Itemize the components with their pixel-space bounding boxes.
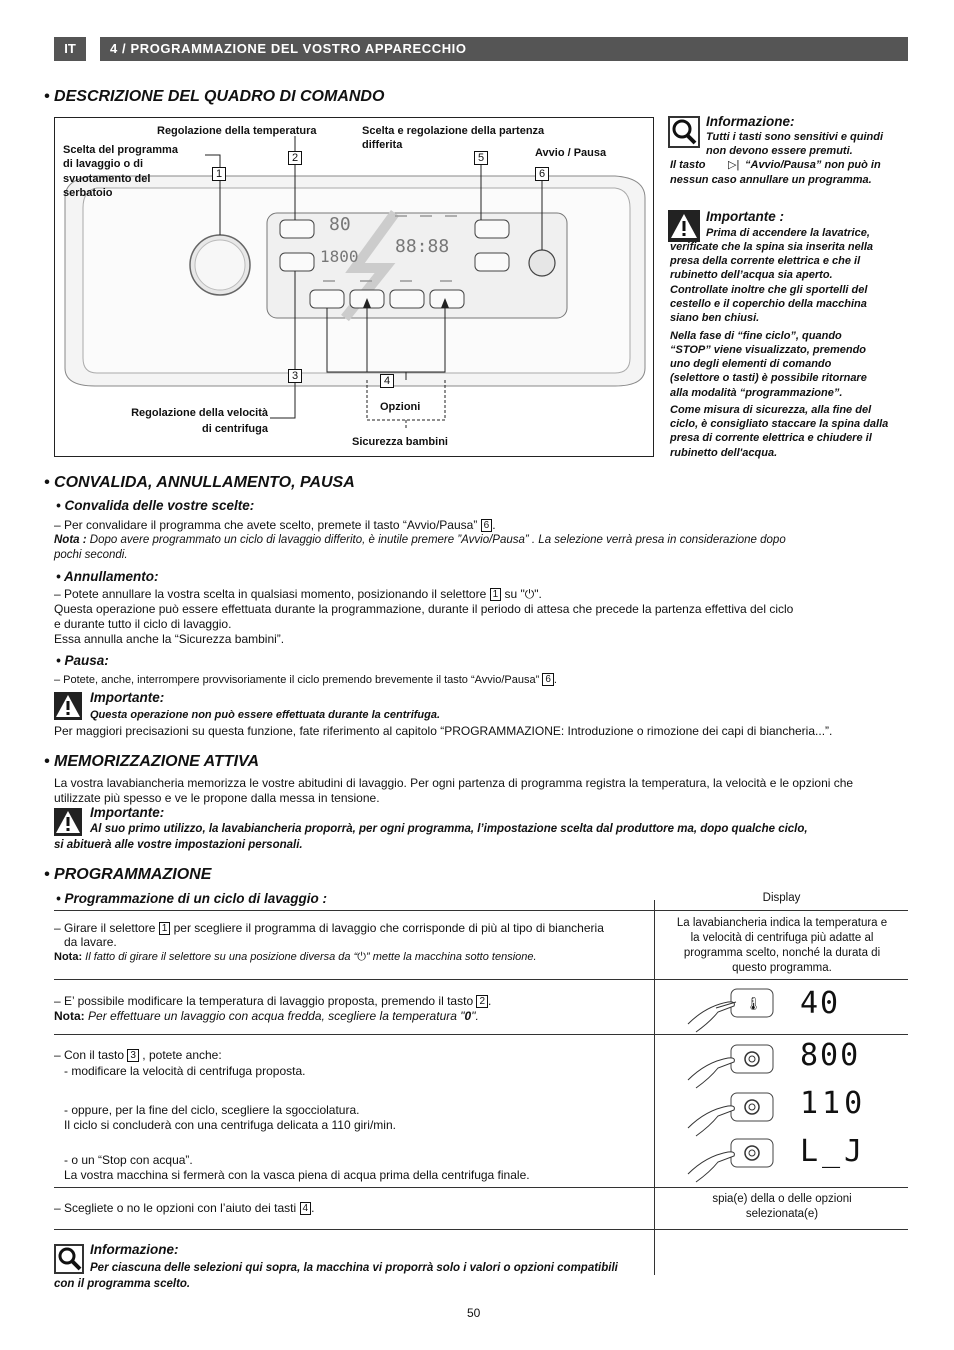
table-rule (54, 1034, 908, 1035)
info-title: Informazione: (706, 114, 795, 129)
callout-4: 4 (380, 374, 394, 388)
row1-display-4: questo programma. (732, 962, 832, 974)
row3-display-value-a: 800 (800, 1038, 861, 1073)
sub-validate: • Convalida delle vostre scelte: (56, 498, 255, 513)
cancel-line2: Questa operazione può essere effettuata durante la programmazione, durante il periodo di attesa che precede la partenza effettiva del ciclo (54, 602, 794, 616)
label-delay-1: Scelta e regolazione della partenza (362, 125, 545, 137)
important-line: verificate che la spina sia inserita nella (670, 241, 873, 253)
row2-note (54, 1009, 479, 1023)
pause-line: – Potete, anche, interrompere provvisoriamente il ciclo premendo brevemente il tasto “Avvio/Pausa” 6 . (54, 674, 557, 686)
bottom-info-title: Informazione: (90, 1242, 179, 1257)
important-line: presa della corrente elettrica e che il (670, 255, 861, 267)
row4-display-2: selezionata(e) (745, 1208, 819, 1220)
callout-2: 2 (288, 151, 302, 165)
callout-5: 5 (474, 151, 488, 165)
row3-line2: - modificare la velocità di centrifuga proposta. (64, 1064, 306, 1078)
key-ref-6: 6 (481, 519, 493, 532)
label-start-pause: Avvio / Pausa (535, 147, 607, 159)
warning-icon (54, 692, 82, 720)
cancel-line3: e durante tutto il ciclo di lavaggio. (54, 617, 232, 631)
key-ref-6: 6 (542, 673, 554, 686)
row3-text: – Con il tasto (54, 1048, 125, 1062)
important-line: Nella fase di “fine ciclo”, quando (670, 330, 842, 342)
table-rule (54, 1229, 908, 1230)
key-ref-1: 1 (490, 588, 502, 601)
row4-display-1: spia(e) della o delle opzioni (712, 1193, 852, 1205)
cancel-line1 (54, 587, 542, 602)
row2-text: – E’ possibile modificare la temperatura di lavaggio proposta, premendo il tasto (54, 994, 474, 1008)
sub-programming: • Programmazione di un ciclo di lavaggio : (56, 891, 328, 906)
pause-text: – Potete, anche, interrompere provvisoriamente il ciclo premendo brevemente il tasto “Avvio/Pausa” (54, 674, 540, 686)
label-options: Opzioni (380, 401, 421, 413)
row3-line3: - oppure, per la fine del ciclo, scegliere la sgocciolatura. (64, 1103, 360, 1117)
callout-3: 3 (288, 369, 302, 383)
label-program-2: di lavaggio o di (63, 158, 144, 170)
hand-spin-key-illustration (686, 1134, 786, 1184)
key-ref-4: 4 (300, 1202, 312, 1215)
important-title: Importante : (706, 209, 785, 224)
row1-display-3: programma scelto, nonché la durata di (683, 947, 881, 959)
info-line1: Tutti i tasti sono sensitivi e quindi (706, 131, 884, 143)
row1-line2: da lavare. (64, 935, 117, 949)
important-line: rubinetto dell’acqua sia aperto. (670, 269, 833, 281)
label-program-4: serbatoio (63, 187, 113, 199)
sub-pause: • Pausa: (56, 653, 109, 668)
warning-icon (668, 210, 700, 242)
bottom-info-line2: con il programma scelto. (54, 1278, 191, 1290)
important-line: Come misura di sicurezza, alla fine del (670, 404, 872, 416)
important-line: rubinetto dell'acqua. (670, 447, 778, 459)
cancel-text: ". (534, 587, 542, 601)
sub-cancel: • Annullamento: (56, 569, 159, 584)
validate-note (54, 533, 786, 548)
display-column-header: Display (762, 892, 801, 904)
row3-line5: - o un “Stop con acqua”. (64, 1153, 193, 1167)
power-icon: ⏻ (524, 587, 535, 601)
hand-spin-key-illustration (686, 1088, 786, 1138)
magnifier-icon (54, 1244, 84, 1274)
row4-line1: – Scegliete o no le opzioni con l’aiuto dei tasti 4 . (54, 1201, 315, 1215)
label-child-lock: Sicurezza bambini (352, 436, 448, 448)
note-label: Nota: (54, 951, 83, 963)
label-delay-2: differita (362, 139, 403, 151)
table-rule (54, 979, 908, 980)
row3-line4: Il ciclo si concluderà con una centrifuga delicata a 110 giri/min. (64, 1118, 396, 1132)
thermometer-icon: 🌡 (745, 996, 762, 1011)
row1-line1 (54, 921, 604, 936)
info-line3a: Il tasto (670, 159, 706, 171)
note-text: ". (471, 1009, 479, 1023)
row3-line1 (54, 1048, 222, 1063)
display-temperature: 80 (329, 214, 351, 235)
important-line: ciclo, è consigliato staccare la spina dalla (670, 418, 889, 430)
row3-display-value-b: 110 (800, 1086, 867, 1121)
memory-line1: La vostra lavabiancheria memorizza le vostre abitudini di lavaggio. Per ogni partenza di programma registra la temperatura, la velocità e le opzioni che (54, 776, 854, 790)
important-line: “STOP” viene visualizzato, premendo (670, 344, 867, 356)
important-line: (selettore o tasti) è possibile ritornare (670, 372, 867, 384)
key-ref-1: 1 (159, 922, 171, 935)
row1-note (54, 951, 537, 964)
key-ref-2: 2 (476, 995, 488, 1008)
note-text: Dopo avere programmato un ciclo di lavaggio differito, è inutile premere ”Avvio/Pausa” . La selezione verrà presa in considerazione dopo (89, 534, 786, 546)
table-divider (654, 900, 655, 1275)
bottom-info-line1: Per ciascuna delle selezioni qui sopra, la macchina vi proporrà solo i valori o opzioni compatibili (90, 1262, 618, 1274)
row2-display-value: 40 (800, 986, 841, 1021)
control-panel-figure (54, 117, 654, 457)
info-line3b: “Avvio/Pausa” non può in (745, 159, 881, 171)
info-line4: nessun caso annullare un programma. (670, 174, 872, 186)
note-label: Nota : (54, 534, 87, 546)
important-line: Controllate inoltre che gli sportelli del (670, 284, 868, 296)
memory-important-title: Importante: (90, 805, 165, 820)
row3-line6: La vostra macchina si fermerà con la vasca piena di acqua prima della centrifuga finale. (64, 1168, 530, 1182)
important-line: alla modalità “programmazione”. (670, 387, 843, 399)
note-text: ” mette la macchina sotto tensione. (365, 951, 537, 963)
important-line: Prima di accendere la lavatrice, (706, 227, 870, 239)
callout-6: 6 (535, 167, 549, 181)
hand-spin-key-illustration (686, 1040, 786, 1090)
label-spin-2: di centrifuga (201, 423, 268, 435)
section-title-memory: • MEMORIZZAZIONE ATTIVA (44, 753, 260, 770)
pause-important-title: Importante: (90, 690, 165, 705)
cancel-text: su " (504, 587, 525, 601)
chapter-header: 4 / PROGRAMMAZIONE DEL VOSTRO APPARECCHIO (100, 37, 908, 61)
row1-display-2: la velocità di centrifuga più adatte al (690, 932, 874, 944)
validate-line: – Per convalidare il programma che avete scelto, premete il tasto “Avvio/Pausa” (54, 518, 478, 532)
table-rule (54, 1187, 908, 1188)
row3-display-value-c: L_J (800, 1134, 867, 1169)
note-value: 0 (464, 1009, 472, 1023)
important-line: siano ben chiusi. (670, 312, 760, 324)
display-spin: 1800 (320, 247, 359, 266)
note-label: Nota: (54, 1009, 85, 1023)
info-line2: non devono essere premuti. (706, 145, 853, 157)
play-pause-icon: ▷| (728, 159, 740, 171)
row1-text: per scegliere il programma di lavaggio che corrisponde di più al tipo di biancheria (173, 921, 604, 935)
page-number: 50 (467, 1306, 481, 1320)
key-ref-3: 3 (127, 1049, 139, 1062)
validate-note-2: pochi secondi. (54, 549, 128, 561)
row4-text: – Scegliete o no le opzioni con l’aiuto dei tasti (54, 1201, 297, 1215)
display-time: 88:88 (395, 236, 450, 257)
row1-text: – Girare il selettore (54, 921, 156, 935)
label-spin-1: Regolazione della velocità (131, 407, 268, 419)
warning-icon (54, 808, 82, 836)
language-tag: IT (54, 37, 86, 61)
row1-display-1: La lavabiancheria indica la temperatura e (676, 917, 888, 929)
memory-line2: utilizzate più spesso e ve le propone dalla messa in tensione. (54, 791, 380, 805)
table-rule (54, 910, 908, 911)
validate-text: – Per convalidare il programma che avete scelto, premete il tasto “Avvio/Pausa” 6 . (54, 518, 496, 532)
row2-line1: – E’ possibile modificare la temperatura di lavaggio proposta, premendo il tasto 2 . (54, 994, 492, 1008)
section-title-control-panel: • DESCRIZIONE DEL QUADRO DI COMANDO (44, 88, 385, 105)
row3-text: , potete anche: (142, 1048, 222, 1062)
cancel-line4: Essa annulla anche la “Sicurezza bambini”. (54, 632, 285, 646)
label-temperature: Regolazione della temperatura (157, 125, 317, 137)
pause-more: Per maggiori precisazioni su questa funzione, fate riferimento al capitolo “PROGRAMMAZIONE: Introduzione o rimozione dei capi di biancheria...”. (54, 724, 833, 738)
important-line: cestello e il coperchio della macchina (670, 298, 867, 310)
section-title-programming: • PROGRAMMAZIONE (44, 866, 212, 883)
memory-important-line1: Al suo primo utilizzo, la lavabiancheria proporrà, per ogni programma, l’impostazione scelta dal produttore ma, dopo qualche ciclo, (90, 823, 808, 835)
power-icon: ⏻ (357, 951, 366, 963)
label-program-3: svuotamento del (63, 173, 151, 185)
note-text: Il fatto di girare il selettore su una posizione diversa da “ (85, 951, 358, 963)
magnifier-icon (668, 116, 700, 148)
important-line: presa di corrente elettrica e chiudere il (670, 432, 872, 444)
important-line: uno degli elementi di comando (670, 358, 832, 370)
section-title-validate: • CONVALIDA, ANNULLAMENTO, PAUSA (44, 474, 355, 491)
note-text: Per effettuare un lavaggio con acqua fredda, scegliere la temperatura " (88, 1009, 465, 1023)
hand-temp-key-illustration (686, 984, 786, 1034)
pause-important-text: Questa operazione non può essere effettuata durante la centrifuga. (90, 709, 441, 721)
label-program-1: Scelta del programma (63, 144, 178, 156)
cancel-text: – Potete annullare la vostra scelta in qualsiasi momento, posizionando il selettore (54, 587, 487, 601)
callout-1: 1 (212, 167, 226, 181)
memory-important-line2: si abituerà alle vostre impostazioni personali. (54, 839, 303, 851)
